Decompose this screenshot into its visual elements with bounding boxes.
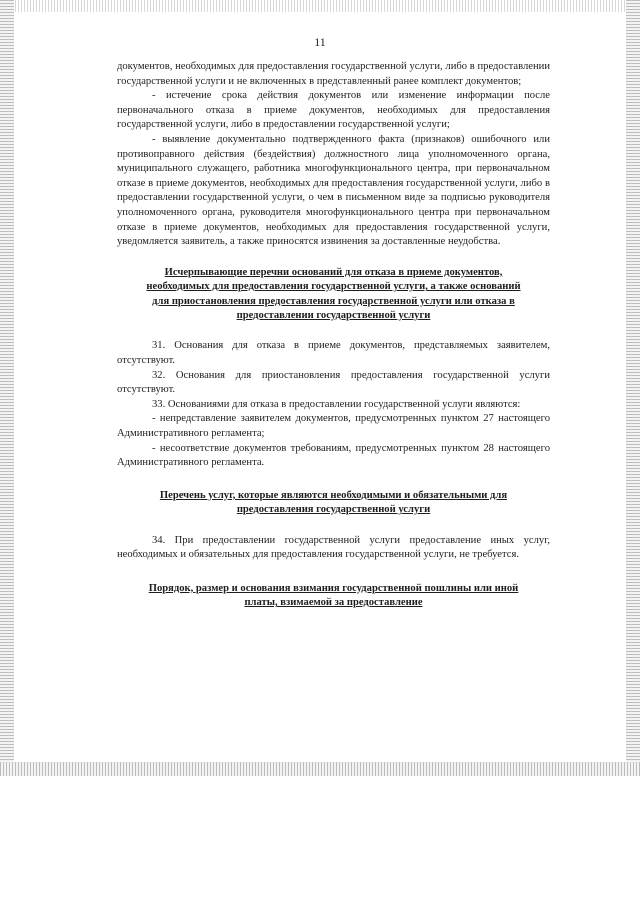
paragraph: документов, необходимых для предоставления государственной услуги, либо в предоставлении государственной услуги и не включенных в представленный ранее комплект документов; — [117, 61, 550, 87]
scan-border-right — [626, 0, 640, 775]
paragraph: 32. Основания для приостановления предоставления государственной услуги отсутствуют. — [117, 369, 550, 396]
paragraph: - несоответствие документов требованиям, предусмотренных пунктом 28 настоящего Административного регламента. — [117, 442, 550, 469]
section-heading: Исчерпывающие перечни оснований для отказа в приеме документов, необходимых для предоставления государственной услуги, а также оснований для приостановления предоставления государственной услуги или отказа в предоставлении государственной услуги — [146, 266, 521, 321]
section-heading: Порядок, размер и основания взимания государственной пошлины или иной платы, взимаемой за предоставление — [148, 582, 519, 609]
paragraph: - непредставление заявителем документов, предусмотренных пунктом 27 настоящего Административного регламента; — [117, 413, 550, 439]
section-heading: Перечень услуг, которые являются необходимыми и обязательными для предоставления государственной услуги — [159, 489, 508, 516]
document-body — [117, 60, 550, 611]
scan-border-left — [0, 0, 14, 775]
paragraph: 33. Основаниями для отказа в предоставлении государственной услуги являются: — [152, 398, 521, 410]
paragraph: 31. Основания для отказа в приеме документов, представляемых заявителем, отсутствуют. — [117, 340, 550, 366]
scan-border-bottom — [0, 762, 640, 776]
paragraph: - истечение срока действия документов или изменение информации после первоначального отказа в приеме документов, необходимых для предоставления государственной услуги, либо в предоставлении государственной услуги; — [117, 90, 550, 131]
paragraph: - выявление документально подтвержденного факта (признаков) ошибочного или противоправного действия (бездействия) должностного лица уполномоченного органа, муниципального служащего, работника многофункционального центра, при первоначальном отказе в приеме документов, необходимых для предоставления государственной услуги, либо в предоставлении государственной услуги, о чем в письменном виде за подписью руководителя уполномоченного органа, руководителя многофункционального центра при первоначальном отказе в приеме документов, необходимых для предоставления государственной услуги, уведомляется заявитель, а также приносятся извинения за доставленные неудобства. — [117, 133, 550, 248]
page-number: 11 — [314, 35, 326, 49]
paragraph: 34. При предоставлении государственной услуги предоставление иных услуг, необходимых и обязательных для предоставления государственной услуги, не требуется. — [117, 534, 550, 561]
scan-border-top — [0, 0, 640, 12]
